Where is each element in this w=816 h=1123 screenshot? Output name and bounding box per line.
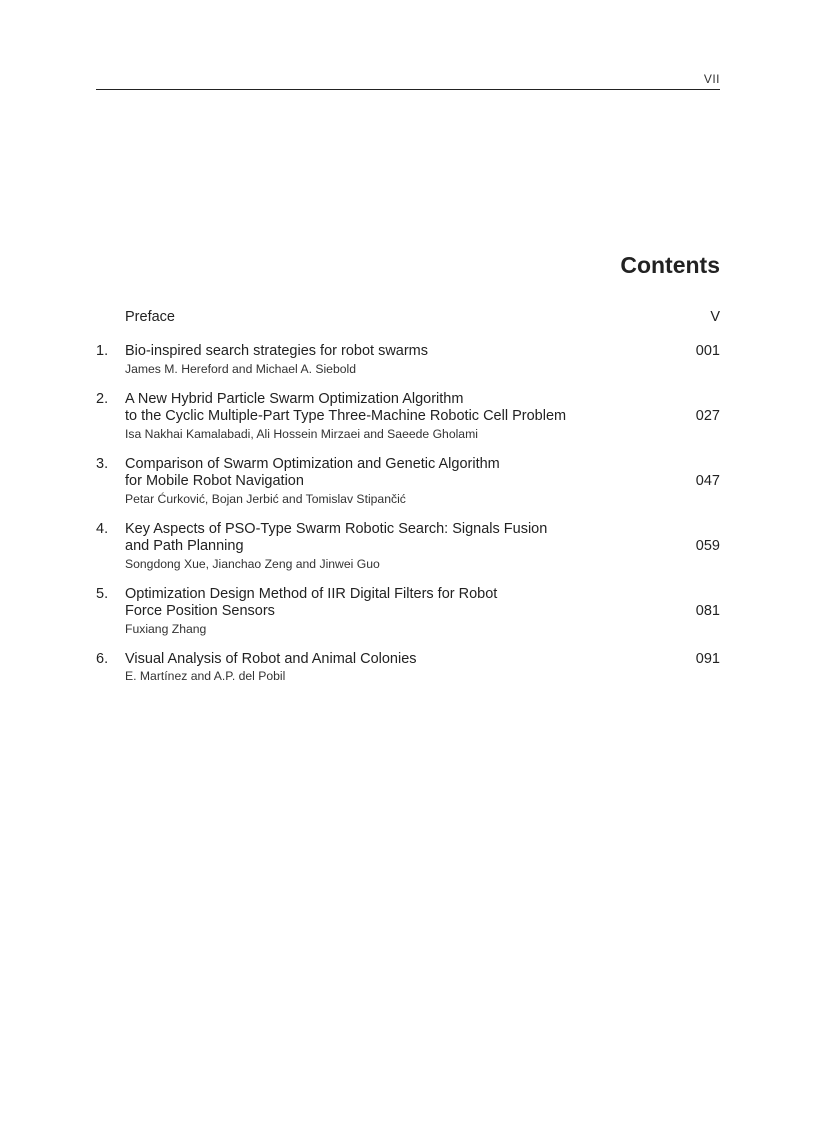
entry-body: [125, 391, 650, 443]
preface-page: V: [710, 309, 720, 325]
entry-number: 6.: [96, 650, 109, 667]
entry-body: [125, 651, 650, 686]
entry-title-line: for Mobile Robot Navigation: [125, 473, 304, 489]
entry-authors: Songdong Xue, Jianchao Zeng and Jinwei Guo: [125, 556, 380, 571]
entry-page-number: 027: [695, 408, 720, 424]
entry-page-number: 059: [695, 538, 720, 554]
entry-title-line: Comparison of Swarm Optimization and Genetic Algorithm: [125, 455, 500, 472]
toc-entries: [96, 343, 720, 685]
entry-body: [125, 521, 650, 573]
entry-authors: James M. Hereford and Michael A. Siebold: [125, 361, 356, 376]
preface-label: Preface: [125, 309, 175, 325]
entry-title-line: and Path Planning: [125, 538, 244, 554]
entry-authors: E. Martínez and A.P. del Pobil: [125, 669, 286, 683]
entry-title-line: to the Cyclic Multiple-Part Type Three-Machine Robotic Cell Problem: [125, 408, 567, 424]
toc-entry[interactable]: [96, 651, 720, 686]
toc-entry[interactable]: [96, 586, 720, 638]
entry-body: [125, 456, 650, 508]
entry-page-number: 047: [695, 473, 720, 489]
entry-number: 5.: [96, 585, 109, 602]
page-number: VII: [703, 72, 720, 86]
entry-authors: Petar Ćurković, Bojan Jerbić and Tomislav Stipančić: [125, 491, 406, 506]
entry-body: [125, 343, 650, 378]
entry-number: 4.: [96, 520, 109, 537]
entry-title-line: Key Aspects of PSO-Type Swarm Robotic Search: Signals Fusion: [125, 520, 548, 537]
page-header: [96, 70, 720, 90]
toc-entry[interactable]: [96, 521, 720, 573]
entry-title-line: Bio-inspired search strategies for robot swarms: [125, 343, 429, 359]
entry-number: 3.: [96, 455, 109, 472]
entry-title-line: Force Position Sensors: [125, 603, 275, 619]
entry-page-number: 081: [695, 603, 720, 619]
toc-entry[interactable]: [96, 391, 720, 443]
entry-title-line: Visual Analysis of Robot and Animal Colonies: [125, 650, 417, 667]
entry-title-line: Optimization Design Method of IIR Digital Filters for Robot: [125, 585, 498, 602]
contents-title: Contents: [620, 252, 720, 278]
table-of-contents: [96, 309, 720, 698]
entry-number: 2.: [96, 390, 109, 407]
toc-entry[interactable]: [96, 343, 720, 378]
entry-page-number: 091: [695, 650, 720, 667]
entry-number: 1.: [96, 343, 109, 359]
entry-authors: Isa Nakhai Kamalabadi, Ali Hossein Mirzaei and Saeede Gholami: [125, 426, 478, 441]
toc-preface-row[interactable]: [96, 309, 720, 329]
entry-page-number: 001: [695, 343, 720, 359]
entry-body: [125, 586, 650, 638]
entry-authors: Fuxiang Zhang: [125, 621, 207, 636]
entry-title-line: A New Hybrid Particle Swarm Optimization Algorithm: [125, 390, 464, 407]
toc-entry[interactable]: [96, 456, 720, 508]
